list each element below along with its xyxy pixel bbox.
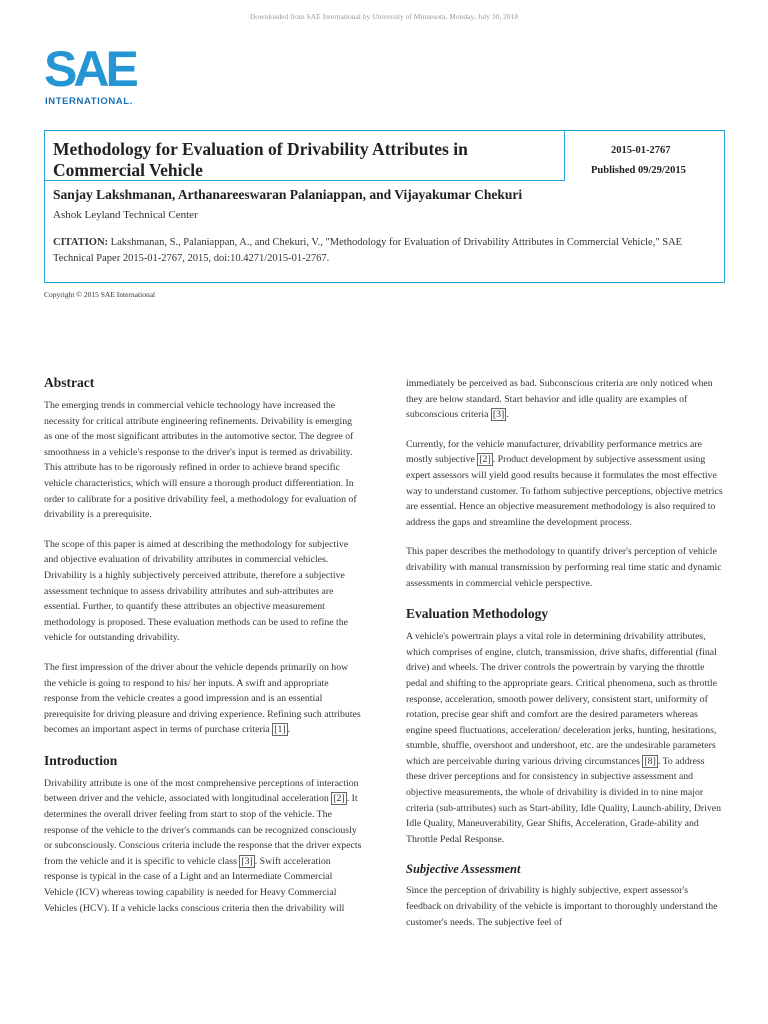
paragraph-text: . To address these driver perceptions and for consistency in subjective assessment and objective measurements, the whole of drivability is divided in to nine major criteria (sub-attributes) such as Start-ability, Idle Quality, Launch-ability, Driven Idle Quality, Maneuverability, Gear Shifts, Acceleration, Grade-ability and Throttle Pedal Response. <box>406 755 722 845</box>
evaluation-methodology-heading: Evaluation Methodology <box>406 606 549 622</box>
paper-title: Methodology for Evaluation of Drivability Attributes in Commercial Vehicle <box>53 139 468 180</box>
affiliation: Ashok Leyland Technical Center <box>53 209 198 221</box>
published-date: Published 09/29/2015 <box>591 165 686 176</box>
sae-logo <box>44 41 154 110</box>
paper-meta-cell <box>565 131 723 181</box>
authors: Sanjay Lakshmanan, Arthanareeswaran Palaniappan, and Vijayakumar Chekuri <box>53 187 523 202</box>
introduction-paragraph <box>44 776 362 916</box>
paragraph-text: Currently, for the vehicle manufacturer, drivability performance metrics are mostly subjective <box>406 438 703 466</box>
body-paragraph <box>406 437 724 531</box>
paragraph-text: Drivability attribute is one of the most comprehensive perceptions of interaction between driver and the vehicle, associated with longitudinal acceleration <box>44 777 359 805</box>
paragraph-text: . Swift acceleration response is typical in the case of a Light and an Intermediate Commercial Vehicle (ICV) whereas towing capability is needed for Heavy Commercial Vehicles (HCV). If a vehicle lacks conscious criteria then the drivability will <box>44 855 345 914</box>
body-paragraph: Since the perception of drivability is highly subjective, expert assessor's feedback on drivability of the vehicle is important to thoroughly understand the customer's needs. The subjective feel of <box>406 885 718 928</box>
abstract-paragraph <box>44 660 362 738</box>
citation-text: Lakshmanan, S., Palaniappan, A., and Chekuri, V., "Methodology for Evaluation of Drivability Attributes in Commercial Vehicle," SAE Technical Paper 2015-01-2767, 2015, doi:10.4271/2015-01-2767. <box>53 237 683 264</box>
reference-link[interactable]: [3] <box>241 855 253 867</box>
reference-link[interactable]: [2] <box>479 454 491 466</box>
paper-header-box <box>44 130 725 283</box>
introduction-heading: Introduction <box>44 752 118 768</box>
abstract-heading: Abstract <box>44 375 95 390</box>
copyright: Copyright © 2015 SAE International <box>44 290 156 299</box>
sae-logo-text: SAE <box>44 41 135 97</box>
download-notice: Downloaded from SAE International by University of Minnesota, Monday, July 30, 2018 <box>249 12 519 21</box>
paragraph-text: . Product development by subjective assessment using expert assessors will yield good results because it formulates the most effective way to understand customer. To fathom subjective perceptions, objective metrics are essential. Hence an objective measurement methodology is also required to address the gaps and streamline the development process. <box>406 454 723 528</box>
paragraph-text: immediately be perceived as bad. Subconscious criteria are only noticed when they are below standard. Start behavior and idle quality are examples of subconscious criteria <box>406 378 713 421</box>
subjective-assessment-heading: Subjective Assessment <box>406 862 521 877</box>
abstract-paragraph: The emerging trends in commercial vehicle technology have increased the necessity for critical attribute engineering refinements. Drivability is emerging as one of the most significant attributes in the automotive sector. The degree of smoothness in a vehicle's response to the driver's input is termed as drivability. This attribute has to be rigorously refined in order to achieve brand specific vehicle characteristics, which will ensure a thorough product differentiation. In order to calibrate for a positive drivability feel, a methodology for evaluation of drivability is a prerequisite. <box>44 400 357 521</box>
title-cell <box>45 131 565 181</box>
body-paragraph <box>406 629 724 847</box>
body-paragraph: This paper describes the methodology to quantify driver's perception of vehicle drivability with manual transmission by performing real time static and dynamic assessments in commercial vehicle perspective. <box>406 546 722 589</box>
citation-label: CITATION: <box>53 237 109 248</box>
paragraph-text: . <box>506 409 509 421</box>
abstract-paragraph: The scope of this paper is aimed at describing the methodology for subjective and objective evaluation of drivability attributes in commercial vehicles. Drivability is a highly subjectively perceived attribute, therefore a subjective assessment technique to assess drivability attributes and sub-attributes are essential. Further, to quantify these attributes an objective measurement methodology is proposed. These evaluation methods can be used to refine the vehicle for outstanding drivability. <box>44 538 349 644</box>
paragraph-text: . It determines the overall driver feeling from start to stop of the vehicle. The response of the vehicle to the driver's commands can be recognized consciously or subconsciously. Conscious criteria include the response that the driver expects from the vehicle and it is specific to vehicle class <box>44 793 362 867</box>
left-column <box>44 374 362 930</box>
reference-link[interactable]: [8] <box>644 755 656 767</box>
reference-link[interactable]: [2] <box>333 793 345 805</box>
body-paragraph <box>406 376 724 423</box>
paper-number: 2015-01-2767 <box>611 145 671 156</box>
paragraph-text: A vehicle's powertrain plays a vital role in determining drivability attributes, which comprises of engine, clutch, transmission, drive shafts, differential (final drive) and wheels. The driver controls the powertrain by varying the throttle pedal and shifting to the appropriate gears. Critical phenomena, such as throttle response, acceleration, smooth power delivery, consistent start, uniformity of rotation, precise gear shift and comfort are the desired parameters whereas engine speed fluctuations, acceleration/ deceleration jerks, hunting, hesitations, stumble, shuffle, overshoot and undershoot, etc. are the undesirable parameters which are perceivable during various driving circumstances <box>406 631 717 767</box>
right-column <box>406 376 724 944</box>
reference-link[interactable]: [3] <box>492 409 505 421</box>
citation <box>53 235 713 267</box>
sae-logo-subtext: INTERNATIONAL. <box>45 96 133 107</box>
paragraph-text: . <box>287 724 291 736</box>
paragraph-text: The first impression of the driver about the vehicle depends primarily on how the vehicle is going to respond to his/ her inputs. A swift and appropriate response from the vehicle creates a good impression and is an essential prerequisite for driving pleasure and driving experience. Refining such attributes becomes an important aspect in terms of purchase criteria <box>44 661 361 736</box>
reference-link[interactable]: [1] <box>274 724 286 736</box>
